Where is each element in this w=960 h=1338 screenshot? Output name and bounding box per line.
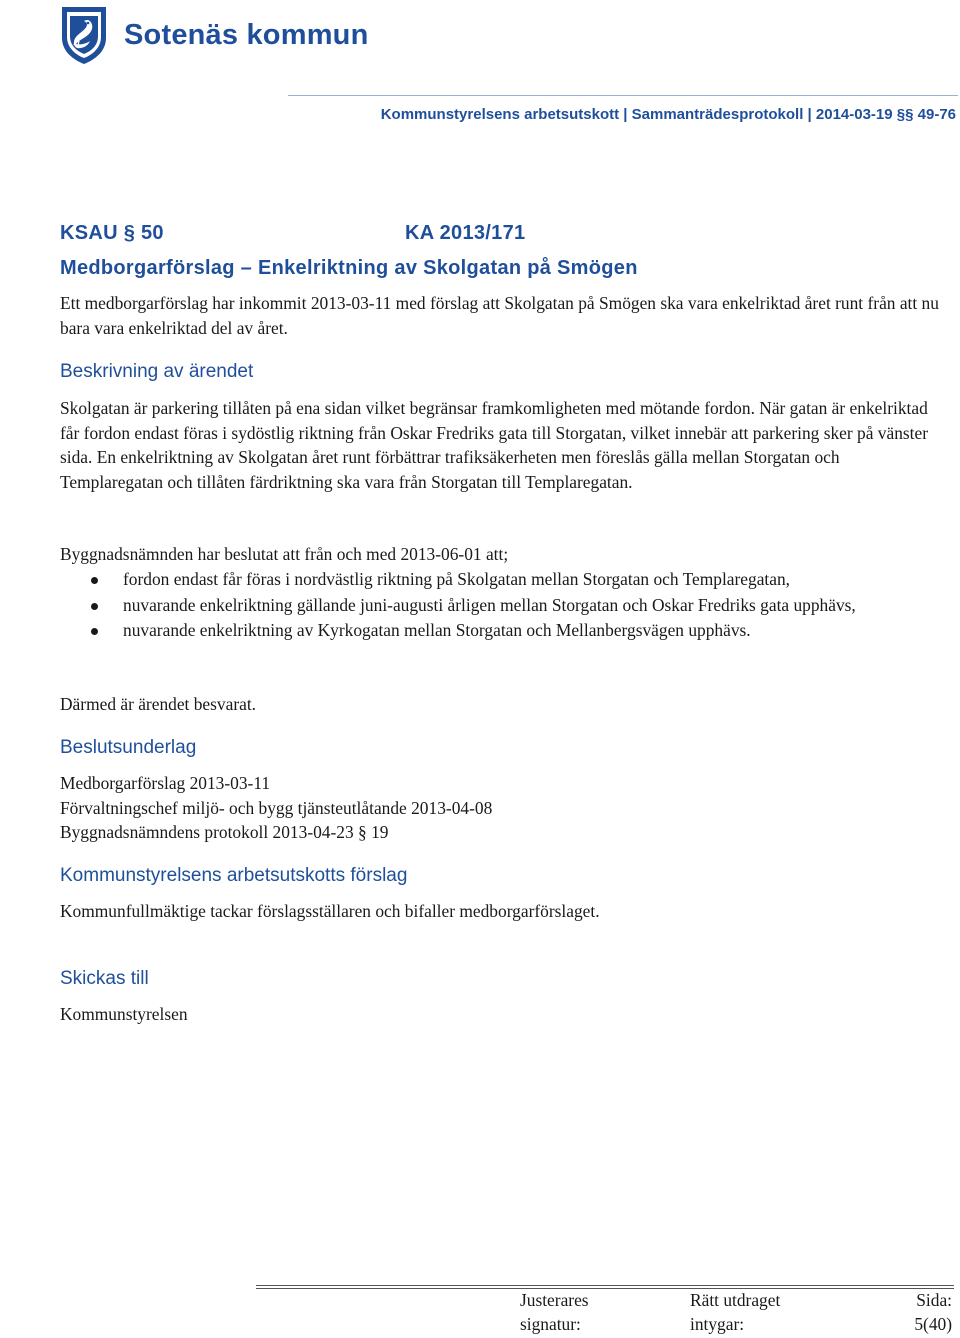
logo-text: Sotenäs kommun	[124, 18, 369, 51]
list-item: fordon endast får föras i nordvästlig riktning på Skolgatan mellan Storgatan och Templaregatan,	[60, 567, 940, 592]
list-item: Medborgarförslag 2013-03-11	[60, 773, 271, 793]
forslag-text: Kommunfullmäktige tackar förslagsställaren och bifaller medborgarförslaget.	[60, 901, 600, 921]
section-heading-forslag: Kommunstyrelsens arbetsutskotts förslag	[60, 865, 408, 886]
case-title: Medborgarförslag – Enkelriktning av Skolgatan på Smögen	[60, 257, 638, 279]
intro-paragraph: Ett medborgarförslag har inkommit 2013-03-11 med förslag att Skolgatan på Smögen ska vara enkelriktad året runt från att nu bara vara enkelriktad del av året.	[60, 293, 939, 338]
beslutsunderlag-list	[60, 771, 940, 845]
municipality-logo	[58, 4, 369, 66]
case-line	[60, 222, 526, 245]
footer-sida: Sida: 5(40)	[914, 1290, 952, 1334]
coat-of-arms-icon	[58, 4, 110, 66]
header-divider	[288, 95, 958, 96]
footer-divider	[256, 1285, 954, 1286]
section-heading-skickas: Skickas till	[60, 968, 149, 989]
decision-intro: Byggnadsnämnden har beslutat att från och med 2013-06-01 att;	[60, 544, 509, 564]
bullet-icon	[91, 577, 98, 584]
list-item: Byggnadsnämndens protokoll 2013-04-23 § 19	[60, 822, 389, 842]
case-id: KSAU § 50	[60, 222, 164, 244]
beskrivning-paragraph: Skolgatan är parkering tillåten på ena sidan vilket begränsar framkomligheten med mötande fordon. När gatan är enkelriktad får fordon endast föras i sydöstlig riktning från Oskar Fredriks gata till Storgatan, vilket innebär att parkering sker på vänster sida. En enkelriktning av Skolgatan året runt förbättrar trafiksäkerheten men föreslås gälla mellan Storgatan och Templaregatan och tillåten färdriktning ska vara från Storgatan till Templaregatan.	[60, 398, 929, 492]
list-item: Förvaltningschef miljö- och bygg tjänsteutlåtande 2013-04-08	[60, 797, 493, 818]
section-heading-beslutsunderlag: Beslutsunderlag	[60, 737, 197, 758]
protocol-header: Kommunstyrelsens arbetsutskott | Sammanträdesprotokoll | 2014-03-19 §§ 49-76	[380, 106, 956, 123]
decision-list	[60, 567, 940, 644]
closing-text: Därmed är ärendet besvarat.	[60, 694, 257, 714]
footer-ratt-utdraget: Rätt utdraget intygar:	[690, 1290, 781, 1334]
bullet-icon	[91, 628, 98, 635]
list-item: nuvarande enkelriktning gällande juni-augusti årligen mellan Storgatan och Oskar Fredriks gata upphävs,	[60, 593, 940, 618]
footer-divider	[256, 1288, 954, 1289]
skickas-text: Kommunstyrelsen	[60, 1004, 188, 1024]
section-heading-beskrivning: Beskrivning av ärendet	[60, 361, 254, 382]
case-ka: KA 2013/171	[405, 222, 526, 244]
footer-justerares: Justerares signatur:	[520, 1290, 589, 1334]
bullet-icon	[91, 603, 98, 610]
page-number: 5(40)	[914, 1314, 952, 1334]
list-item: nuvarande enkelriktning av Kyrkogatan mellan Storgatan och Mellanbergsvägen upphävs.	[60, 618, 940, 643]
